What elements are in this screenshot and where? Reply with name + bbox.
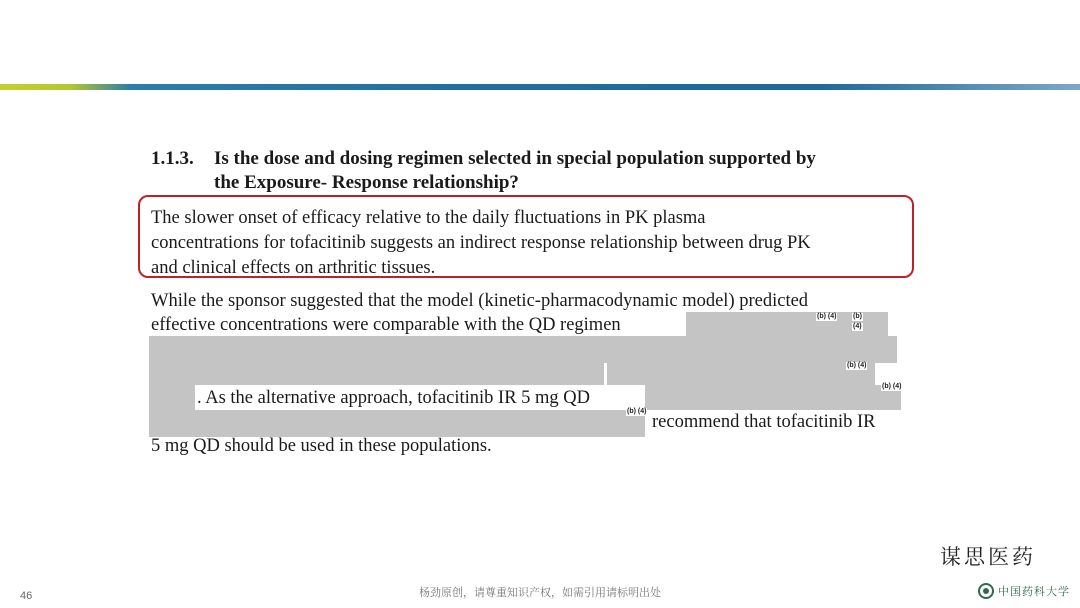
redaction-block <box>149 385 195 410</box>
highlight-line-1: The slower onset of efficacy relative to the daily fluctuations in PK plasma <box>151 208 706 228</box>
redaction-block <box>149 336 897 363</box>
body-line-5: 5 mg QD should be used in these populations. <box>151 436 492 456</box>
redaction-tag: (b) (4) <box>847 362 867 369</box>
body-line-4: recommend that tofacitinib IR <box>652 412 876 432</box>
highlighted-paragraph <box>151 206 911 281</box>
section-heading <box>151 147 911 195</box>
redaction-tag: (4) <box>853 323 862 330</box>
redaction-tag: (b) (4) <box>882 383 902 390</box>
university-name: 中国药科大学 <box>998 585 1070 598</box>
redaction-block <box>149 363 604 385</box>
body-line-3: . As the alternative approach, tofacitinib IR 5 mg QD <box>197 388 591 408</box>
highlight-line-3: and clinical effects on arthritic tissues. <box>151 258 436 278</box>
body-line-2: effective concentrations were comparable with the QD regimen <box>151 315 621 335</box>
brand-logo-text: 谋思医药 <box>940 545 1036 569</box>
copyright-note: 杨劲原创，请尊重知识产权，如需引用请标明出处 <box>419 586 661 599</box>
section-number: 1.1.3. <box>151 148 194 169</box>
redaction-tag: (b) <box>853 313 862 320</box>
highlight-line-2: concentrations for tofacitinib suggests an indirect response relationship between drug PK <box>151 233 811 253</box>
redaction-block <box>607 363 875 385</box>
redaction-block <box>645 385 901 410</box>
page-number: 46 <box>20 590 33 602</box>
redaction-block <box>149 410 645 437</box>
redaction-tag: (b) (4) <box>627 408 647 415</box>
heading-line-1: Is the dose and dosing regimen selected in special population supported by <box>214 148 816 169</box>
heading-line-2: the Exposure- Response relationship? <box>214 172 519 193</box>
redaction-tag: (b) (4) <box>817 313 837 320</box>
header-accent-bar <box>0 84 1080 90</box>
body-line-1: While the sponsor suggested that the model (kinetic-pharmacodynamic model) predicted <box>151 291 809 311</box>
